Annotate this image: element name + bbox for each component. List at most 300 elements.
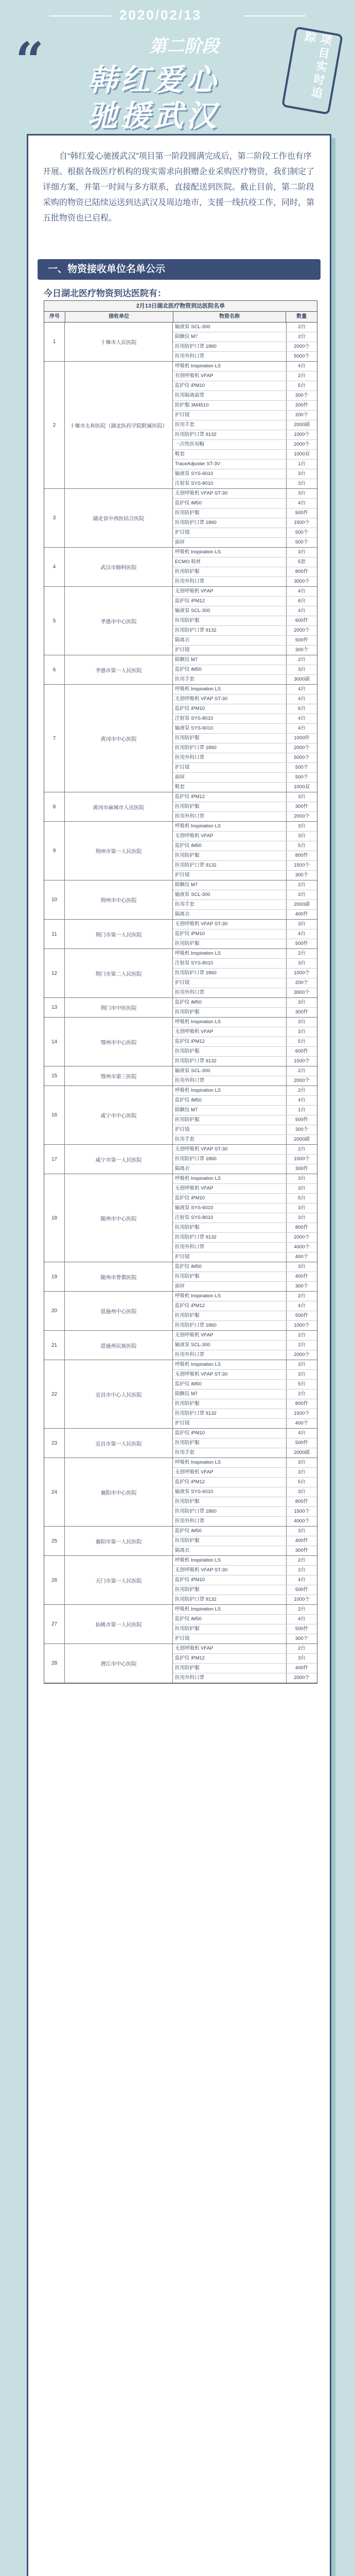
row-hospital: 天门市第一人民医院: [65, 1556, 173, 1604]
row-items: [173, 1556, 317, 1604]
item-name: 无创呼吸机 VFAP ST-30: [173, 694, 287, 704]
item-name: 无创呼吸机 VFAP: [173, 832, 287, 841]
item-name: 除颤仪 M7: [173, 1106, 287, 1115]
table-row: [44, 655, 317, 685]
item-name: 医用防护服: [173, 851, 287, 860]
quote-mark-icon: “: [15, 31, 44, 90]
item-qty: 2台: [298, 1146, 306, 1152]
hospital-table: [44, 300, 317, 1684]
item-name: 呼吸机 Inspiration LS: [173, 362, 287, 371]
row-items: [173, 1360, 317, 1428]
row-items: [173, 1066, 317, 1086]
row-items: [173, 489, 317, 547]
item-name: 面屏: [173, 538, 287, 547]
item-line: [173, 890, 317, 900]
item-line: [173, 606, 317, 616]
item-line: [173, 1174, 317, 1184]
item-name: 输液泵 SYS-6010: [173, 724, 287, 733]
table-row: [44, 1066, 317, 1086]
item-name: 医用防护服: [173, 939, 287, 948]
item-qty: 300个: [295, 1636, 309, 1641]
item-name: 监护仪 iM50: [173, 998, 287, 1007]
row-seq: 6: [44, 655, 65, 684]
item-qty: 1000个: [294, 1156, 310, 1162]
item-qty: 500件: [295, 510, 309, 516]
item-qty: 300个: [295, 1283, 309, 1289]
item-line: [173, 548, 317, 557]
row-items: [173, 587, 317, 655]
item-name: 呼吸机 Inspiration LS: [173, 822, 287, 831]
item-name: 医用防护口罩 9132: [173, 430, 287, 439]
item-name: 医用手套: [173, 675, 287, 684]
item-name: 医用防护口罩 9132: [173, 1595, 287, 1604]
item-qty: 2000副: [294, 422, 310, 428]
item-qty: 300个: [295, 872, 309, 878]
row-seq: 23: [44, 1429, 65, 1458]
item-qty: 3台: [298, 490, 306, 496]
row-items: [173, 1018, 317, 1066]
item-qty: 2台: [298, 1391, 306, 1397]
item-line: [173, 1262, 317, 1272]
row-seq: 11: [44, 920, 65, 948]
item-qty: 3台: [298, 1371, 306, 1377]
item-line: [173, 401, 317, 411]
item-name: 有创呼吸机 VFAP: [173, 371, 287, 381]
row-seq: 26: [44, 1556, 65, 1604]
item-name: 鞋套: [173, 783, 287, 792]
item-line: [173, 1370, 317, 1380]
item-name: 隔离衣: [173, 636, 287, 645]
row-items: [173, 685, 317, 792]
item-line: [173, 518, 317, 528]
item-name: 输液泵 SYS-6010: [173, 1487, 287, 1497]
item-qty: 300个: [295, 647, 309, 653]
item-line: [173, 939, 317, 948]
item-line: [173, 1341, 317, 1350]
table-row: [44, 998, 317, 1018]
item-qty: 1000双: [294, 451, 310, 457]
item-line: [173, 1018, 317, 1027]
row-hospital: 咸宁市中心医院: [65, 1086, 173, 1144]
item-name: 医用防护服: [173, 567, 287, 577]
item-line: [173, 430, 317, 440]
item-name: 监护仪 iPM12: [173, 1037, 287, 1046]
item-name: 医用手套: [173, 1448, 287, 1458]
item-line: [173, 832, 317, 841]
item-line: [173, 1448, 317, 1458]
item-qty: 800件: [295, 1225, 309, 1230]
item-line: [173, 1233, 317, 1243]
item-name: 医用外科口罩: [173, 1076, 287, 1086]
row-hospital: 荆州市第一人民医院: [65, 822, 173, 880]
item-qty: 3台: [298, 1489, 306, 1495]
item-name: 无创呼吸机 VFAP ST-30: [173, 1370, 287, 1379]
table-row: [44, 949, 317, 998]
table-row: [44, 1527, 317, 1556]
col-qty: 数量: [296, 314, 307, 319]
item-line: [173, 1223, 317, 1233]
item-qty: 4台: [298, 1303, 306, 1309]
item-line: [173, 352, 317, 361]
item-line: [173, 1468, 317, 1478]
item-name: 医用防护服: [173, 1536, 287, 1546]
item-qty: 2000个: [294, 1234, 310, 1240]
item-line: [173, 792, 317, 802]
item-qty: 5000个: [294, 755, 310, 760]
item-name: 护目镜: [173, 978, 287, 988]
item-line: [173, 802, 317, 812]
item-qty: 3台: [298, 471, 306, 477]
item-name: 医用防护口罩 9132: [173, 861, 287, 870]
item-name: 监护仪 iM50: [173, 1380, 287, 1389]
item-line: [173, 1624, 317, 1634]
item-name: 医用手套: [173, 1135, 287, 1144]
item-name: 输液泵 SYS-6010: [173, 1204, 287, 1213]
item-name: 面屏: [173, 1282, 287, 1291]
item-name: 注射泵 SYS-8010: [173, 479, 287, 488]
row-seq: 7: [44, 685, 65, 792]
row-hospital: 鄂州市第三医院: [65, 1066, 173, 1086]
item-line: [173, 646, 317, 655]
item-name: 无创呼吸机 VFAP: [173, 587, 287, 596]
item-name: 医用外科口罩: [173, 1243, 287, 1252]
item-line: [173, 1507, 317, 1517]
item-line: [173, 1096, 317, 1106]
item-name: 无创呼吸机 VFAP: [173, 1184, 287, 1193]
item-line: [173, 910, 317, 919]
item-name: 监护仪 iPM10: [173, 1194, 287, 1203]
row-seq: 12: [44, 949, 65, 997]
row-seq: 27: [44, 1605, 65, 1643]
item-name: 医用外科口罩: [173, 352, 287, 361]
item-name: 医用外科口罩: [173, 577, 287, 586]
item-name: 医用防护口罩 9132: [173, 626, 287, 635]
item-qty: 400个: [295, 1420, 309, 1426]
item-qty: 2台: [298, 334, 306, 340]
content-panel: [27, 134, 331, 2576]
item-line: [173, 704, 317, 714]
row-seq: 2: [44, 362, 65, 488]
table-row: [44, 1644, 317, 1683]
item-qty: 500件: [295, 637, 309, 643]
item-name: 医用手套: [173, 420, 287, 430]
item-name: 护目镜: [173, 528, 287, 537]
row-items: [173, 548, 317, 586]
item-qty: 3台: [298, 1176, 306, 1181]
row-hospital: 武汉市肺科医院: [65, 548, 173, 586]
item-qty: 5台: [298, 1479, 306, 1485]
item-name: 隔离衣: [173, 1546, 287, 1555]
item-name: 医用防护服: [173, 1624, 287, 1634]
item-qty: 2台: [298, 1567, 306, 1573]
item-line: [173, 851, 317, 861]
item-line: [173, 1605, 317, 1615]
item-qty: 1500个: [294, 520, 310, 526]
item-line: [173, 1321, 317, 1330]
item-qty: 4台: [298, 696, 306, 702]
row-items: [173, 1086, 317, 1144]
item-name: 除颤仪 M7: [173, 880, 287, 890]
item-name: 输液泵 SCL-300: [173, 1341, 287, 1350]
item-name: 医用手套: [173, 900, 287, 909]
item-qty: 1台: [298, 1107, 306, 1113]
row-items: [173, 1145, 317, 1174]
item-line: [173, 1517, 317, 1526]
item-name: 无创呼吸机 VFAP: [173, 1027, 287, 1037]
item-name: 呼吸机 Inspiration LS: [173, 1174, 287, 1183]
item-qty: 2台: [298, 324, 306, 330]
item-name: 医用外科口罩: [173, 988, 287, 997]
item-qty: 200个: [295, 980, 309, 986]
row-seq: 17: [44, 1145, 65, 1174]
item-name: 输液泵 SCL-300: [173, 890, 287, 900]
item-name: TraceAdjuster ST-3V: [173, 460, 287, 469]
item-name: 监护仪 iM50: [173, 1262, 287, 1272]
table-row: [44, 1018, 317, 1066]
row-seq: 8: [44, 792, 65, 821]
item-name: 监护仪 iM50: [173, 1615, 287, 1624]
item-qty: 2000副: [294, 1450, 310, 1455]
item-line: [173, 714, 317, 724]
item-name: 医用防护服: [173, 1008, 287, 1017]
item-qty: 2台: [298, 1646, 306, 1651]
item-qty: 5台: [298, 1039, 306, 1044]
row-hospital: 襄阳市中心医院: [65, 1458, 173, 1526]
item-qty: 2台: [298, 1068, 306, 1074]
row-seq: 20: [44, 1292, 65, 1330]
item-name: 护目镜: [173, 1419, 287, 1428]
row-seq: 24: [44, 1458, 65, 1526]
item-qty: 1500个: [294, 1058, 310, 1064]
item-line: [173, 1664, 317, 1673]
item-name: 监护仪 iPM12: [173, 1478, 287, 1487]
item-line: [173, 763, 317, 773]
item-line: [173, 1478, 317, 1487]
item-qty: 2000个: [294, 442, 310, 447]
item-name: 医用防护口罩 1860: [173, 1507, 287, 1516]
item-line: [173, 920, 317, 929]
row-items: [173, 1527, 317, 1555]
item-line: [173, 1145, 317, 1155]
item-qty: 3台: [298, 549, 306, 555]
item-qty: 2台: [298, 1293, 306, 1299]
stage-label: 第二阶段: [149, 37, 219, 56]
item-qty: 300件: [295, 1009, 309, 1015]
item-qty: 3台: [298, 481, 306, 486]
item-name: 医用防护服: [173, 1399, 287, 1409]
item-line: [173, 978, 317, 988]
item-qty: 4台: [298, 608, 306, 614]
item-qty: 400件: [295, 1538, 309, 1544]
table-header: [44, 312, 317, 323]
item-qty: 3台: [298, 1029, 306, 1035]
row-items: [173, 880, 317, 919]
item-line: [173, 489, 317, 499]
table-row: [44, 685, 317, 792]
item-qty: 5套: [298, 559, 306, 565]
row-items: [173, 1458, 317, 1526]
item-line: [173, 1037, 317, 1047]
item-line: [173, 1644, 317, 1654]
table-row: [44, 587, 317, 655]
row-hospital: 恩施州中心医院: [65, 1292, 173, 1330]
item-name: 医用防护服: [173, 1585, 287, 1595]
row-items: [173, 1331, 317, 1360]
item-name: 医用隔离面罩: [173, 391, 287, 400]
item-line: [173, 1027, 317, 1037]
item-name: 隔离衣: [173, 1164, 287, 1174]
item-qty: 4台: [298, 1616, 306, 1622]
item-line: [173, 734, 317, 743]
item-qty: 500个: [295, 539, 309, 545]
item-line: [173, 1066, 317, 1076]
item-qty: 4台: [298, 725, 306, 731]
item-qty: 3台: [298, 1460, 306, 1465]
row-hospital: 孝感市中心医院: [65, 587, 173, 655]
table-row: [44, 1458, 317, 1527]
table-row: [44, 1429, 317, 1458]
item-line: [173, 1350, 317, 1360]
item-name: 注射泵 SYS-8010: [173, 714, 287, 723]
item-line: [173, 411, 317, 420]
item-qty: 500个: [295, 765, 309, 770]
item-name: 呼吸机 Inspiration LS: [173, 1605, 287, 1614]
item-name: 监护仪 iPM12: [173, 1301, 287, 1311]
item-qty: 3台: [298, 823, 306, 829]
item-name: 无创呼吸机 VFAP ST-30: [173, 920, 287, 929]
col-hospital: 接收单位: [65, 312, 173, 322]
item-qty: 3000个: [294, 579, 310, 584]
item-qty: 2000个: [294, 344, 310, 349]
item-name: 监护仪 iM50: [173, 665, 287, 674]
row-items: [173, 1605, 317, 1643]
item-qty: 500件: [295, 1117, 309, 1123]
item-line: [173, 1419, 317, 1428]
row-seq: 19: [44, 1262, 65, 1291]
item-name: 医用防护口罩 1860: [173, 1155, 287, 1164]
item-qty: 5000个: [294, 353, 310, 359]
table-row: [44, 1174, 317, 1262]
item-qty: 300件: [295, 1548, 309, 1553]
item-line: [173, 538, 317, 547]
item-qty: 5台: [298, 1381, 306, 1387]
title-line-1: 韩红爱心: [87, 63, 220, 97]
item-qty: 3台: [298, 892, 306, 897]
date-line-right: [244, 15, 306, 16]
row-hospital: 宜昌市中心人民医院: [65, 1360, 173, 1428]
item-qty: 800件: [295, 569, 309, 574]
item-line: [173, 587, 317, 597]
date-line-left: [49, 15, 111, 16]
item-line: [173, 1311, 317, 1321]
item-name: 医用防护服: [173, 1311, 287, 1320]
item-qty: 3台: [298, 1205, 306, 1211]
item-name: 一次性医用帽: [173, 440, 287, 449]
row-seq: 1: [44, 323, 65, 361]
item-name: 无创呼吸机 VFAP ST-30: [173, 1566, 287, 1575]
row-hospital: 随州市曾都医院: [65, 1262, 173, 1291]
intro-paragraph: 自“韩红爱心驰援武汉”项目第一阶段圆满完成后，第二阶段工作也有序开展。根据各级医疗机构的现实需求向捐赠企业采购医疗物资，我们制定了详细方案，并第一时间与多方联系，直接配送到医院。截止目前，第二阶段采购的物资已陆续运送到达武汉及周边地市，支援一线抗疫工作，同时，第五批物资也已启程。: [43, 152, 315, 223]
item-name: 医用防护服: [173, 509, 287, 518]
item-line: [173, 1164, 317, 1174]
item-qty: 4台: [298, 1577, 306, 1583]
item-line: [173, 880, 317, 890]
project-stamp: [281, 26, 343, 115]
item-qty: 3台: [298, 833, 306, 839]
item-qty: 4台: [298, 1430, 306, 1436]
table-title: 2月13日湖北医疗物资到达医院名单: [44, 301, 317, 312]
item-line: [173, 959, 317, 969]
item-line: [173, 1301, 317, 1311]
item-line: [173, 1634, 317, 1643]
item-line: [173, 1527, 317, 1536]
item-qty: 4台: [298, 500, 306, 506]
item-line: [173, 988, 317, 997]
row-hospital: 宜昌市第一人民医院: [65, 1429, 173, 1458]
item-qty: 4台: [298, 931, 306, 937]
item-name: 无创呼吸机 VFAP: [173, 1644, 287, 1653]
item-line: [173, 1438, 317, 1448]
item-name: 注射泵 SYS-8010: [173, 1213, 287, 1223]
item-line: [173, 1595, 317, 1604]
item-name: 输液泵 SCL-300: [173, 323, 287, 332]
item-qty: 3台: [298, 999, 306, 1005]
row-items: [173, 920, 317, 948]
item-qty: 2台: [298, 1088, 306, 1093]
item-name: 医用外科口罩: [173, 753, 287, 762]
item-line: [173, 323, 317, 332]
row-items: [173, 822, 317, 880]
item-qty: 6台: [298, 598, 306, 604]
item-line: [173, 509, 317, 518]
table-row: [44, 1556, 317, 1605]
item-line: [173, 616, 317, 626]
item-line: [173, 391, 317, 401]
item-qty: 4台: [298, 716, 306, 721]
item-qty: 2000个: [294, 1078, 310, 1083]
row-seq: 16: [44, 1086, 65, 1144]
row-items: [173, 792, 317, 821]
item-qty: 3台: [298, 1469, 306, 1475]
item-qty: 1000双: [294, 784, 310, 790]
item-qty: 300件: [295, 804, 309, 809]
item-line: [173, 655, 317, 665]
item-qty: 2000个: [294, 628, 310, 633]
item-name: 监护仪 iPM10: [173, 1429, 287, 1438]
item-qty: 500件: [295, 1313, 309, 1318]
item-qty: 3台: [298, 794, 306, 800]
item-qty: 800件: [295, 853, 309, 858]
item-qty: 800件: [295, 1499, 309, 1504]
item-name: 监护仪 iPM10: [173, 381, 287, 391]
item-name: 护目镜: [173, 1125, 287, 1134]
item-qty: 400个: [295, 1254, 309, 1260]
item-name: 监护仪 iPM10: [173, 1575, 287, 1585]
item-name: 无创呼吸机 VFAP ST-30: [173, 489, 287, 498]
row-hospital: 襄阳市第一人民医院: [65, 1527, 173, 1555]
item-qty: 300件: [295, 1166, 309, 1172]
item-qty: 400件: [295, 911, 309, 917]
item-line: [173, 577, 317, 586]
row-items: [173, 1292, 317, 1330]
item-qty: 200件: [295, 402, 309, 408]
table-row: [44, 362, 317, 489]
item-qty: 500个: [295, 774, 309, 780]
item-line: [173, 1115, 317, 1125]
item-name: 注射泵 SYS-8010: [173, 959, 287, 968]
item-line: [173, 1106, 317, 1115]
item-line: [173, 528, 317, 538]
